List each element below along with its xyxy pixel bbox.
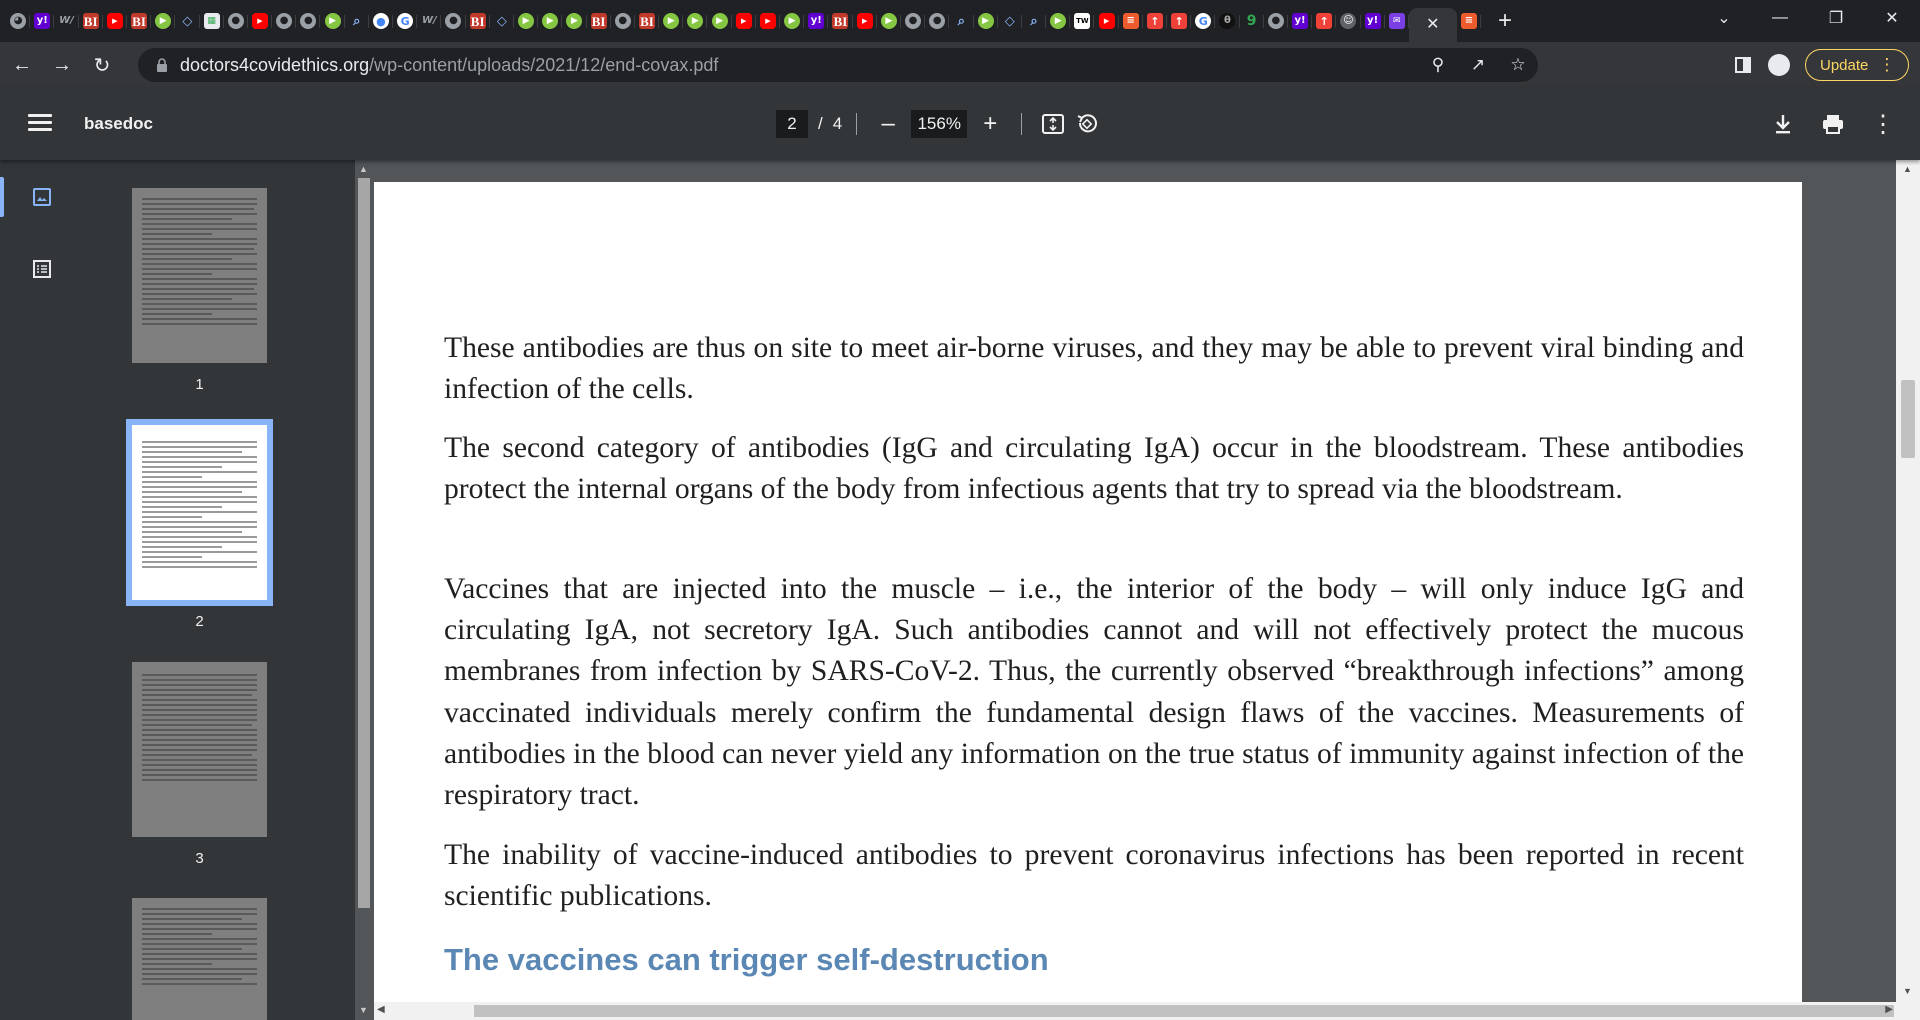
nine-icon: 9 bbox=[1246, 13, 1257, 29]
thumbnail-text-line bbox=[142, 248, 254, 250]
browser-tab[interactable] bbox=[756, 6, 780, 36]
bitchute-icon: ↑ bbox=[1147, 13, 1163, 29]
url-path: /wp-content/uploads/2021/12/end-covax.pdf bbox=[369, 54, 719, 75]
thumbnail-text-line bbox=[142, 679, 257, 681]
bi-icon: BI bbox=[83, 13, 98, 29]
sidebar-scroll-thumb[interactable] bbox=[358, 178, 370, 908]
globe-icon: ● bbox=[373, 13, 389, 29]
thumbnail-text-line bbox=[142, 774, 257, 776]
rumble-icon: ▶ bbox=[712, 13, 728, 29]
globe-icon: ● bbox=[905, 13, 921, 29]
browser-tab[interactable] bbox=[1264, 6, 1288, 36]
browser-tab[interactable] bbox=[1094, 6, 1118, 36]
thumbnail-text-line bbox=[142, 551, 257, 553]
thumbnail-list bbox=[84, 160, 355, 1020]
page-number-input[interactable]: 2 bbox=[776, 110, 808, 138]
yahoo-icon: y! bbox=[34, 13, 50, 29]
thumbnail-text-line bbox=[142, 298, 232, 300]
sidebar-scrollbar[interactable] bbox=[355, 160, 373, 1020]
thumbnail-text-line bbox=[142, 203, 257, 205]
thumbnail-text-line bbox=[142, 521, 257, 523]
thumbnail-text-line bbox=[142, 456, 257, 458]
thumbnail-text-line bbox=[142, 556, 202, 558]
scroll-up-arrow-icon[interactable]: ▲ bbox=[1903, 164, 1912, 174]
rumble-icon: ▶ bbox=[881, 13, 897, 29]
divider bbox=[1021, 113, 1022, 135]
thumbnail-text-line bbox=[142, 699, 257, 701]
browser-tab[interactable] bbox=[732, 6, 756, 36]
update-label: Update bbox=[1820, 56, 1869, 74]
browser-tab[interactable] bbox=[635, 6, 659, 36]
thumbnail-text-line bbox=[142, 476, 202, 478]
bi-icon: BI bbox=[833, 13, 848, 29]
thumbnail-text-line bbox=[142, 684, 257, 686]
zoom-icon[interactable]: ⚲ bbox=[1431, 55, 1445, 74]
youtube-icon: ▶ bbox=[736, 13, 752, 29]
thumbnail-text-line bbox=[142, 724, 252, 726]
search-icon: ⌕ bbox=[1030, 13, 1038, 29]
scroll-left-arrow-icon[interactable]: ◀ bbox=[377, 1004, 385, 1015]
browser-tab[interactable] bbox=[1191, 6, 1215, 36]
window-controls bbox=[1696, 0, 1920, 36]
browser-tab[interactable] bbox=[272, 6, 296, 36]
thumbnail-text-line bbox=[142, 561, 257, 563]
section-heading: The vaccines can trigger self-destruction bbox=[444, 942, 1049, 977]
browser-tab[interactable] bbox=[1361, 6, 1385, 36]
share-icon[interactable]: ↗ bbox=[1470, 55, 1486, 74]
divider bbox=[856, 113, 857, 135]
browser-tab[interactable] bbox=[248, 6, 272, 36]
thumbnail-text-line bbox=[142, 446, 257, 448]
browser-tab[interactable] bbox=[853, 6, 877, 36]
thumbnail-text-line bbox=[142, 213, 257, 215]
active-tab[interactable] bbox=[1409, 8, 1457, 42]
thumbnail-text-line bbox=[142, 536, 257, 538]
thumbnail-text-line bbox=[142, 268, 257, 270]
rotate-icon[interactable] bbox=[1070, 108, 1104, 140]
update-button[interactable] bbox=[1805, 49, 1909, 81]
browser-tab[interactable] bbox=[949, 6, 973, 36]
thumbnail-text-line bbox=[142, 263, 257, 265]
browser-tab[interactable] bbox=[562, 6, 586, 36]
thumbnail-label: 2 bbox=[195, 613, 204, 630]
lock-icon[interactable] bbox=[152, 58, 172, 72]
maximize-button[interactable]: ❐ bbox=[1828, 10, 1844, 27]
thumbnail-sidebar bbox=[0, 160, 355, 1020]
thumbnail-text-line bbox=[142, 511, 257, 513]
ww-icon: W/ bbox=[421, 15, 437, 26]
thumbnail-text-line bbox=[142, 238, 257, 240]
browser-tab[interactable] bbox=[224, 6, 248, 36]
bitchute-icon: ↑ bbox=[1171, 13, 1187, 29]
rumble-icon: ▶ bbox=[784, 13, 800, 29]
thumbnail-text-line bbox=[142, 323, 257, 325]
thumbnail-text-line bbox=[142, 308, 257, 310]
thumbnail-text-line bbox=[142, 709, 257, 711]
thumbnail-text-line bbox=[142, 739, 257, 741]
thumbnail-text-line bbox=[142, 466, 222, 468]
thumbnail-text-line bbox=[142, 283, 257, 285]
browser-tab[interactable] bbox=[1312, 6, 1336, 36]
browser-tab[interactable] bbox=[417, 6, 441, 36]
browser-tab[interactable] bbox=[925, 6, 949, 36]
thumbnail-text-line bbox=[142, 531, 242, 533]
url-text[interactable] bbox=[180, 55, 718, 76]
thumbnail-text-line bbox=[142, 779, 257, 781]
reload-button[interactable]: ↻ bbox=[93, 54, 111, 77]
thumbnail-text-line bbox=[142, 208, 254, 210]
thumbnail-text-line bbox=[142, 933, 212, 935]
new-tab-button[interactable]: + bbox=[1498, 7, 1513, 34]
thumbnail-text-line bbox=[142, 243, 257, 245]
browser-tab[interactable] bbox=[1070, 6, 1094, 36]
thumbnail-text-line bbox=[142, 913, 257, 915]
mail-icon: ✉ bbox=[1389, 13, 1405, 29]
browser-tab[interactable] bbox=[393, 6, 417, 36]
thumbnail-text-line bbox=[142, 278, 257, 280]
thumbnail-text-line bbox=[142, 764, 257, 766]
address-bar[interactable] bbox=[138, 48, 1538, 82]
rumble-icon: ▶ bbox=[325, 13, 341, 29]
rumble-icon: ▶ bbox=[687, 13, 703, 29]
browser-tab[interactable] bbox=[659, 6, 683, 36]
thumbnail-text-line bbox=[142, 918, 242, 920]
rumble-icon: ▶ bbox=[663, 13, 679, 29]
bookmark-star-icon[interactable]: ☆ bbox=[1510, 55, 1526, 74]
document-title: basedoc bbox=[84, 114, 153, 133]
youtube-icon: ▶ bbox=[107, 13, 123, 29]
globe-icon: ● bbox=[228, 13, 244, 29]
browser-tab[interactable] bbox=[1240, 6, 1264, 36]
close-window-button[interactable]: ✕ bbox=[1885, 10, 1899, 27]
minimize-button[interactable]: — bbox=[1772, 9, 1788, 26]
shield-icon: ◇ bbox=[1004, 13, 1015, 29]
thumbnail-text-line bbox=[142, 303, 257, 305]
download-icon[interactable] bbox=[1758, 108, 1808, 140]
ocr-icon: TW bbox=[1074, 13, 1090, 29]
browser-tab[interactable] bbox=[54, 6, 78, 36]
browser-tab[interactable] bbox=[901, 6, 925, 36]
youtube-icon: ▶ bbox=[857, 13, 873, 29]
tab-list bbox=[0, 0, 1700, 42]
thumbnail-text-line bbox=[142, 948, 242, 950]
bi-icon: BI bbox=[132, 13, 146, 29]
search-icon: ⌕ bbox=[353, 13, 361, 29]
yahoo-icon: y! bbox=[1292, 13, 1308, 29]
thumbnail-text-line bbox=[142, 496, 257, 498]
sidebar-icons bbox=[0, 160, 84, 1020]
zoom-input[interactable]: 156% bbox=[911, 110, 967, 138]
browser-toolbar bbox=[0, 42, 1920, 88]
thumbnail-text-line bbox=[142, 908, 257, 910]
browser-tab[interactable] bbox=[587, 6, 611, 36]
thumbnail-text-line bbox=[142, 714, 257, 716]
page-separator: / bbox=[818, 114, 823, 133]
browser-tab[interactable] bbox=[877, 6, 901, 36]
thumbnail-text-line bbox=[142, 953, 257, 955]
youtube-icon: ▶ bbox=[252, 13, 268, 29]
bitchute-icon: ↑ bbox=[1316, 13, 1332, 29]
menu-icon[interactable] bbox=[26, 110, 54, 138]
thumbnail-text-line bbox=[142, 233, 212, 235]
shield-icon: ◇ bbox=[496, 13, 507, 29]
scroll-up-arrow-icon[interactable]: ▲ bbox=[359, 164, 368, 174]
youtube-icon: ▶ bbox=[1099, 13, 1115, 29]
thumbnail-text-line bbox=[142, 566, 257, 568]
thumbnail-text-line bbox=[142, 958, 257, 960]
thumbnail-text-line bbox=[142, 293, 257, 295]
browser-tab[interactable] bbox=[151, 6, 175, 36]
print-icon[interactable] bbox=[1808, 108, 1858, 140]
url-host: doctors4covidethics.org bbox=[180, 54, 370, 75]
browser-tab[interactable] bbox=[466, 6, 490, 36]
thumbnail-text-line bbox=[142, 526, 257, 528]
thumbnail-text-line bbox=[142, 704, 257, 706]
browser-tab[interactable] bbox=[998, 6, 1022, 36]
thumbnail-text-line bbox=[142, 674, 257, 676]
rumble-icon: ▶ bbox=[566, 13, 582, 29]
thumbnail-text-line bbox=[142, 734, 257, 736]
thumbnail-text-line bbox=[142, 223, 257, 225]
thumbnail-text-line bbox=[142, 273, 212, 275]
thumbnail-text-line bbox=[142, 541, 257, 543]
thumbnail-text-line bbox=[142, 923, 257, 925]
thumbnail-text-line bbox=[142, 963, 212, 965]
browser-tab[interactable] bbox=[175, 6, 199, 36]
globe-icon: ● bbox=[276, 13, 292, 29]
side-panel-icon[interactable] bbox=[1725, 47, 1761, 83]
thumbnail-text-line bbox=[142, 481, 257, 483]
vertical-scrollbar[interactable] bbox=[1896, 160, 1920, 1020]
browser-tab[interactable] bbox=[780, 6, 804, 36]
thumbnail-text-line bbox=[142, 471, 257, 473]
browser-tab[interactable] bbox=[804, 6, 828, 36]
yahoo-icon: y! bbox=[808, 13, 824, 29]
paragraph: These antibodies are thus on site to meet air-borne viruses, and they may be able to prevent viral binding and infection of the cells. bbox=[444, 332, 1744, 406]
browser-tab[interactable] bbox=[1336, 6, 1360, 36]
thumbnail-text-line bbox=[142, 546, 222, 548]
shield-icon: ◇ bbox=[182, 13, 193, 29]
thumbnail-text-line bbox=[142, 506, 222, 508]
thumbnail-text-line bbox=[142, 694, 252, 696]
thumbnail-text-line bbox=[142, 978, 242, 980]
thumbnail-text-line bbox=[142, 719, 257, 721]
browser-tab[interactable] bbox=[1022, 6, 1046, 36]
thumbnail-text-line bbox=[142, 198, 257, 200]
thumbnail-text-line bbox=[142, 689, 257, 691]
thumbnail-text-line bbox=[142, 938, 257, 940]
theta-icon: θ bbox=[1219, 13, 1235, 29]
forward-button[interactable]: → bbox=[52, 53, 72, 76]
thumbnail-text-line bbox=[142, 313, 212, 315]
browser-tab[interactable] bbox=[538, 6, 562, 36]
thumbnail-text-line bbox=[142, 491, 242, 493]
browser-tab[interactable] bbox=[30, 6, 54, 36]
more-menu-icon: ⋮ bbox=[1878, 55, 1895, 74]
outline-view-icon[interactable] bbox=[28, 255, 56, 283]
thumbnail-label: 3 bbox=[195, 850, 204, 867]
profile-icon[interactable] bbox=[1761, 47, 1797, 83]
browser-tab[interactable] bbox=[828, 6, 852, 36]
browser-tab[interactable] bbox=[1288, 6, 1312, 36]
browser-tab[interactable] bbox=[490, 6, 514, 36]
paragraph: The inability of vaccine-induced antibodies to prevent coronavirus infections has been reported in recent scientific publications. bbox=[444, 839, 1744, 913]
browser-tab[interactable] bbox=[200, 6, 224, 36]
browser-tab[interactable] bbox=[1215, 6, 1239, 36]
thumbnail-text-line bbox=[142, 288, 254, 290]
thumbnail-text-line bbox=[142, 983, 257, 985]
bi-icon: BI bbox=[640, 13, 654, 29]
thumbnail-label: 1 bbox=[195, 376, 204, 393]
flag-icon: ≡ bbox=[1123, 13, 1139, 29]
rumble-icon: ▶ bbox=[518, 13, 534, 29]
pdf-icon: ≡ bbox=[1461, 13, 1477, 29]
rumble-icon: ▶ bbox=[1050, 13, 1066, 29]
globe-icon: ● bbox=[300, 13, 316, 29]
browser-tab[interactable] bbox=[441, 6, 465, 36]
browser-tab[interactable] bbox=[127, 6, 151, 36]
fit-page-icon[interactable] bbox=[1036, 108, 1070, 140]
thumbnail-text-line bbox=[142, 769, 257, 771]
globe-icon: ● bbox=[615, 13, 631, 29]
google-icon: G bbox=[1195, 13, 1211, 29]
browser-tab[interactable] bbox=[1385, 6, 1409, 36]
total-pages: 4 bbox=[832, 114, 843, 133]
page-thumbnail-selected[interactable] bbox=[132, 425, 267, 600]
thumbnails-view-icon[interactable] bbox=[28, 183, 56, 211]
tab-search-icon[interactable]: ⌄ bbox=[1717, 10, 1731, 27]
search-icon: ⌕ bbox=[957, 13, 966, 29]
zoom-in-button[interactable]: + bbox=[983, 110, 998, 137]
zoom-out-button[interactable]: – bbox=[881, 110, 895, 137]
bi-icon: BI bbox=[470, 13, 485, 29]
thumbnail-text-line bbox=[142, 501, 257, 503]
globe-icon: ● bbox=[1268, 13, 1284, 29]
yahoo-icon: y! bbox=[1365, 13, 1381, 29]
browser-tab[interactable] bbox=[1143, 6, 1167, 36]
thumbnail-text-line bbox=[142, 461, 257, 463]
pdf-toolbar bbox=[0, 88, 1920, 160]
browser-tab[interactable] bbox=[611, 6, 635, 36]
thumbnail-text-line bbox=[142, 228, 257, 230]
browser-tab[interactable] bbox=[345, 6, 369, 36]
more-options-icon[interactable]: ⋮ bbox=[1871, 110, 1895, 138]
close-tab-icon[interactable]: ✕ bbox=[1426, 16, 1440, 33]
globe-icon: ● bbox=[929, 13, 945, 29]
tab-strip bbox=[0, 0, 1920, 42]
pdf-viewer bbox=[355, 160, 1920, 1020]
paragraph: The second category of antibodies (IgG and circulating IgA) occur in the bloodstream. These antibodies protect the internal organs of the body from infectious agents that try to spread via the bloodstream. bbox=[444, 432, 1744, 506]
thumbnail-text-line bbox=[142, 754, 252, 756]
browser-tab[interactable] bbox=[369, 6, 393, 36]
rumble-icon: ▶ bbox=[978, 13, 994, 29]
github-icon: ◕ bbox=[10, 13, 26, 29]
rumble-icon: ▶ bbox=[542, 13, 558, 29]
thumbnail-text-line bbox=[142, 749, 257, 751]
ww-icon: W/ bbox=[59, 15, 74, 26]
browser-tab[interactable] bbox=[1457, 6, 1481, 36]
back-button[interactable]: ← bbox=[12, 53, 32, 76]
google-icon: G bbox=[397, 13, 413, 29]
thumbnail-text-line bbox=[142, 486, 257, 488]
browser-tab[interactable] bbox=[6, 6, 30, 36]
bi-icon: BI bbox=[591, 13, 606, 29]
scroll-down-arrow-icon[interactable]: ▼ bbox=[359, 1005, 368, 1015]
thumbnail-text-line bbox=[142, 729, 257, 731]
scroll-down-arrow-icon[interactable]: ▼ bbox=[1903, 986, 1912, 996]
thumbnail-text-line bbox=[142, 744, 257, 746]
page-thumbnail[interactable] bbox=[132, 188, 267, 363]
browser-tab[interactable] bbox=[1167, 6, 1191, 36]
page-controls bbox=[776, 108, 1104, 140]
thumbnail-text-line bbox=[142, 218, 232, 220]
pdf-page bbox=[374, 182, 1802, 1012]
thumbnail-text-line bbox=[142, 258, 232, 260]
thumbnail-text-line bbox=[142, 253, 257, 255]
face-icon: ☺ bbox=[1340, 13, 1356, 29]
thumbnail-text-line bbox=[142, 451, 242, 453]
rumble-icon: ▶ bbox=[155, 13, 171, 29]
thumbnail-text-line bbox=[142, 759, 257, 761]
browser-tab[interactable] bbox=[974, 6, 998, 36]
youtube-icon: ▶ bbox=[760, 13, 776, 29]
browser-tab[interactable] bbox=[707, 6, 731, 36]
thumbnail-text-line bbox=[142, 973, 257, 975]
browser-tab[interactable] bbox=[320, 6, 344, 36]
ocr-icon: ▦ bbox=[204, 13, 220, 29]
browser-tab[interactable] bbox=[514, 6, 538, 36]
vertical-scroll-thumb[interactable] bbox=[1901, 380, 1915, 458]
page-thumbnail[interactable] bbox=[132, 898, 267, 1020]
thumbnail-text-line bbox=[142, 516, 202, 518]
horizontal-scroll-thumb[interactable] bbox=[474, 1005, 1894, 1017]
browser-tab[interactable] bbox=[683, 6, 707, 36]
browser-tab[interactable] bbox=[103, 6, 127, 36]
page-thumbnail[interactable] bbox=[132, 662, 267, 837]
browser-tab[interactable] bbox=[296, 6, 320, 36]
paragraph: Vaccines that are injected into the muscle – i.e., the interior of the body – will only induce IgG and circulating IgA, not secretory IgA. Such antibodies cannot and will not effectively protect the mucous membranes from infection by SARS-CoV-2. Thus, the currently observed “breakthrough infections” among vaccinated individuals merely confirm the fundamental design flaws of the vaccines. Measurements of antibodies in the blood can never yield any information on the true status of immunity against infection of the respiratory tract. bbox=[444, 573, 1744, 812]
globe-icon: ● bbox=[445, 13, 461, 29]
thumbnail-text-line bbox=[142, 928, 257, 930]
browser-tab[interactable] bbox=[79, 6, 103, 36]
scroll-right-arrow-icon[interactable]: ▶ bbox=[1885, 1004, 1893, 1015]
browser-tab[interactable] bbox=[1046, 6, 1070, 36]
thumbnail-text-line bbox=[142, 318, 257, 320]
horizontal-scrollbar[interactable] bbox=[374, 1002, 1896, 1020]
browser-tab[interactable] bbox=[1119, 6, 1143, 36]
thumbnail-text-line bbox=[142, 943, 257, 945]
thumbnail-text-line bbox=[142, 441, 257, 443]
thumbnail-text-line bbox=[142, 968, 257, 970]
avatar bbox=[1768, 54, 1790, 76]
